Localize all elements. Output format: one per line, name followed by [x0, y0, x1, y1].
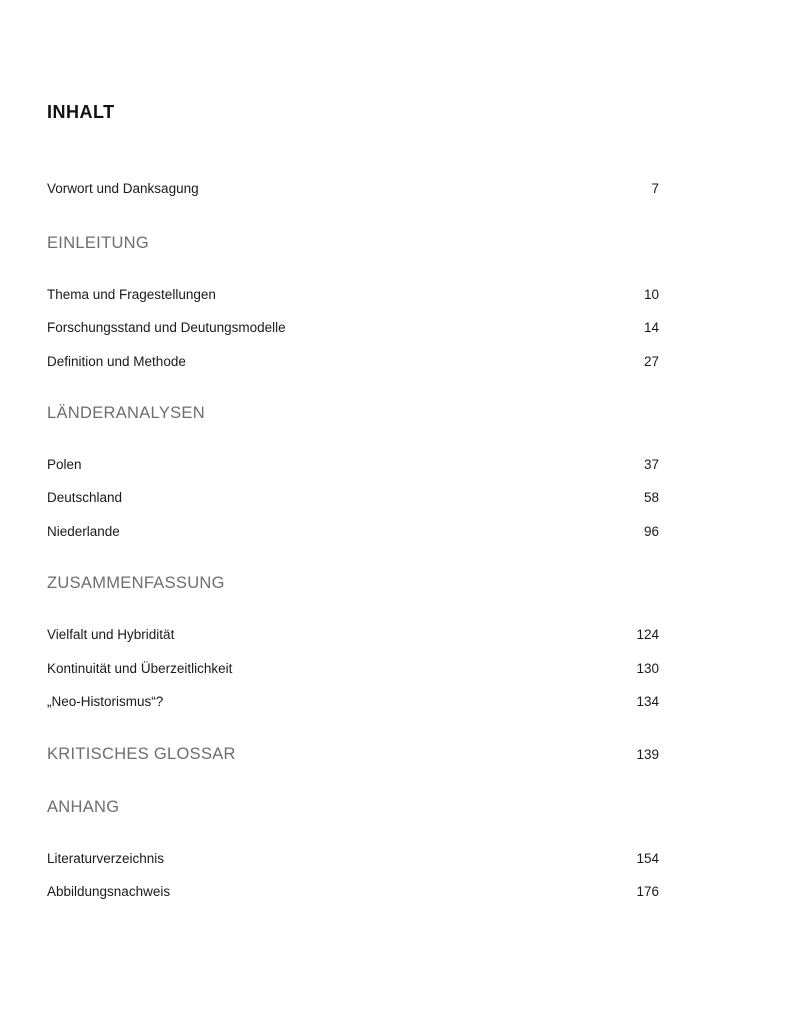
- toc-entry[interactable]: [47, 284, 659, 304]
- toc-entry[interactable]: [47, 454, 659, 474]
- toc-entry-page: 27: [643, 353, 659, 369]
- toc-entry-page: 58: [643, 489, 659, 505]
- toc-entry-label: Forschungsstand und Deutungsmodelle: [47, 319, 286, 335]
- toc-entry[interactable]: [47, 317, 659, 337]
- toc-entry[interactable]: [47, 691, 659, 711]
- section-title: ZUSAMMENFASSUNG: [47, 573, 225, 592]
- toc-entry[interactable]: [47, 658, 659, 678]
- toc-entry-label: Kontinuität und Überzeitlichkeit: [47, 660, 233, 676]
- section-heading-laenderanalysen: [47, 402, 659, 424]
- section-title: EINLEITUNG: [47, 233, 150, 252]
- toc-entry-label: Niederlande: [47, 523, 120, 539]
- toc-entry-page: 154: [636, 850, 659, 866]
- section-title: LÄNDERANALYSEN: [47, 403, 205, 422]
- section-heading-glossar[interactable]: [47, 743, 659, 765]
- toc-entry[interactable]: [47, 351, 659, 371]
- toc-entry-label: Thema und Fragestellungen: [47, 286, 216, 302]
- toc-entry-page: 7: [651, 180, 659, 196]
- toc-entry-label: Definition und Methode: [47, 353, 186, 369]
- toc-entry-page: 139: [636, 746, 659, 762]
- toc-entry-label: Literaturverzeichnis: [47, 850, 165, 866]
- toc-entry-page: 14: [643, 319, 659, 335]
- toc-entry[interactable]: [47, 881, 659, 901]
- section-heading-zusammenfassung: [47, 572, 659, 594]
- toc-entry[interactable]: [47, 521, 659, 541]
- section-title: KRITISCHES GLOSSAR: [47, 744, 236, 763]
- toc-entry-page: 124: [636, 626, 659, 642]
- toc-entry-page: 96: [643, 523, 659, 539]
- toc-entry-page: 37: [643, 456, 659, 472]
- toc-entry-label: Vielfalt und Hybridität: [47, 626, 175, 642]
- toc-entry-page: 10: [643, 286, 659, 302]
- toc-entry-label: Abbildungsnachweis: [47, 883, 171, 899]
- section-title: ANHANG: [47, 797, 120, 816]
- toc-entry-preface[interactable]: [47, 178, 659, 198]
- toc-entry-page: 130: [636, 660, 659, 676]
- section-heading-anhang: [47, 796, 659, 818]
- toc-entry-label: „Neo-Historismus“?: [47, 693, 164, 709]
- toc-entry-label: Deutschland: [47, 489, 123, 505]
- toc-entry-page: 134: [636, 693, 659, 709]
- toc-entry[interactable]: [47, 624, 659, 644]
- toc-entry[interactable]: [47, 848, 659, 868]
- toc-entry-label: Polen: [47, 456, 82, 472]
- toc-entry-label: Vorwort und Danksagung: [47, 180, 199, 196]
- toc-entry[interactable]: [47, 487, 659, 507]
- toc-entry-page: 176: [636, 883, 659, 899]
- section-heading-einleitung: [47, 232, 659, 254]
- page-title: INHALT: [47, 102, 115, 122]
